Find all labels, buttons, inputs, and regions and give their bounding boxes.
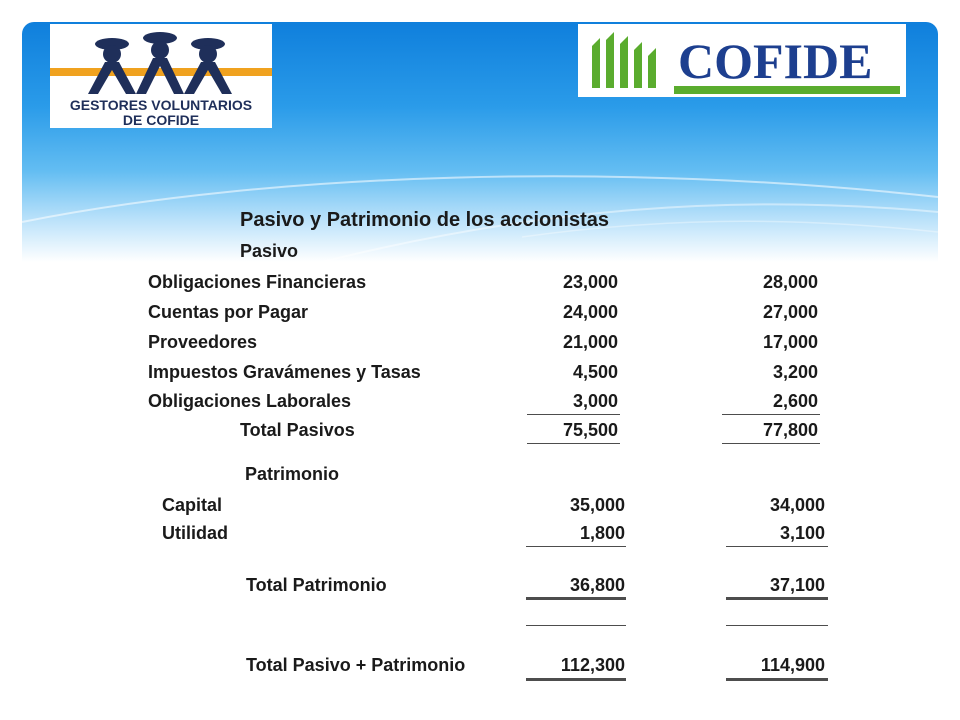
svg-text:COFIDE: COFIDE (678, 33, 873, 89)
total-pasivos-value-2: 77,800 (762, 420, 818, 440)
total-rule (722, 443, 820, 444)
row-value-1: 23,000 (562, 272, 618, 292)
svg-text:GESTORES VOLUNTARIOS: GESTORES VOLUNTARIOS (69, 97, 253, 113)
row-value-1: 3,000 (572, 391, 618, 411)
grand-total-label: Total Pasivo + Patrimonio (246, 655, 466, 675)
cofide-logo (578, 24, 906, 97)
total-patrimonio-value-1: 36,800 (569, 575, 625, 595)
row-label: Obligaciones Financieras (148, 272, 367, 292)
separator-rule (726, 625, 828, 626)
subtotal-rule (722, 414, 820, 415)
row-label: Utilidad (162, 523, 228, 543)
row-label: Cuentas por Pagar (148, 302, 309, 322)
row-value-2: 27,000 (762, 302, 818, 322)
grand-total-rule (526, 678, 626, 681)
total-rule (527, 443, 620, 444)
row-value-1: 24,000 (562, 302, 618, 322)
grand-total-value-2: 114,900 (760, 655, 825, 675)
row-value-1: 35,000 (569, 495, 625, 515)
separator-rule (526, 625, 626, 626)
total-pasivos-value-1: 75,500 (562, 420, 618, 440)
total-rule (526, 597, 626, 600)
row-value-2: 3,200 (772, 362, 818, 382)
total-patrimonio-value-2: 37,100 (769, 575, 825, 595)
total-patrimonio-label: Total Patrimonio (246, 575, 387, 595)
subtotal-rule (526, 546, 626, 547)
row-value-2: 2,600 (772, 391, 818, 411)
row-value-2: 28,000 (762, 272, 818, 292)
total-rule (726, 597, 828, 600)
subtotal-rule (726, 546, 828, 547)
patrimonio-section-label: Patrimonio (245, 464, 340, 484)
row-value-1: 21,000 (562, 332, 618, 352)
subtotal-rule (527, 414, 620, 415)
statement-heading: Pasivo y Patrimonio de los accionistas (240, 209, 610, 231)
grand-total-value-1: 112,300 (560, 655, 625, 675)
row-label: Capital (162, 495, 223, 515)
gestores-voluntarios-logo (50, 24, 272, 128)
row-value-2: 34,000 (769, 495, 825, 515)
row-label: Proveedores (148, 332, 258, 352)
row-label: Impuestos Gravámenes y Tasas (148, 362, 421, 382)
svg-text:DE COFIDE: DE COFIDE (122, 112, 200, 128)
pasivo-section-label: Pasivo (240, 241, 299, 261)
grand-total-rule (726, 678, 828, 681)
row-value-1: 1,800 (579, 523, 625, 543)
row-value-2: 17,000 (762, 332, 818, 352)
total-pasivos-label: Total Pasivos (240, 420, 355, 440)
row-value-1: 4,500 (572, 362, 618, 382)
row-label: Obligaciones Laborales (148, 391, 352, 411)
row-value-2: 3,100 (779, 523, 825, 543)
